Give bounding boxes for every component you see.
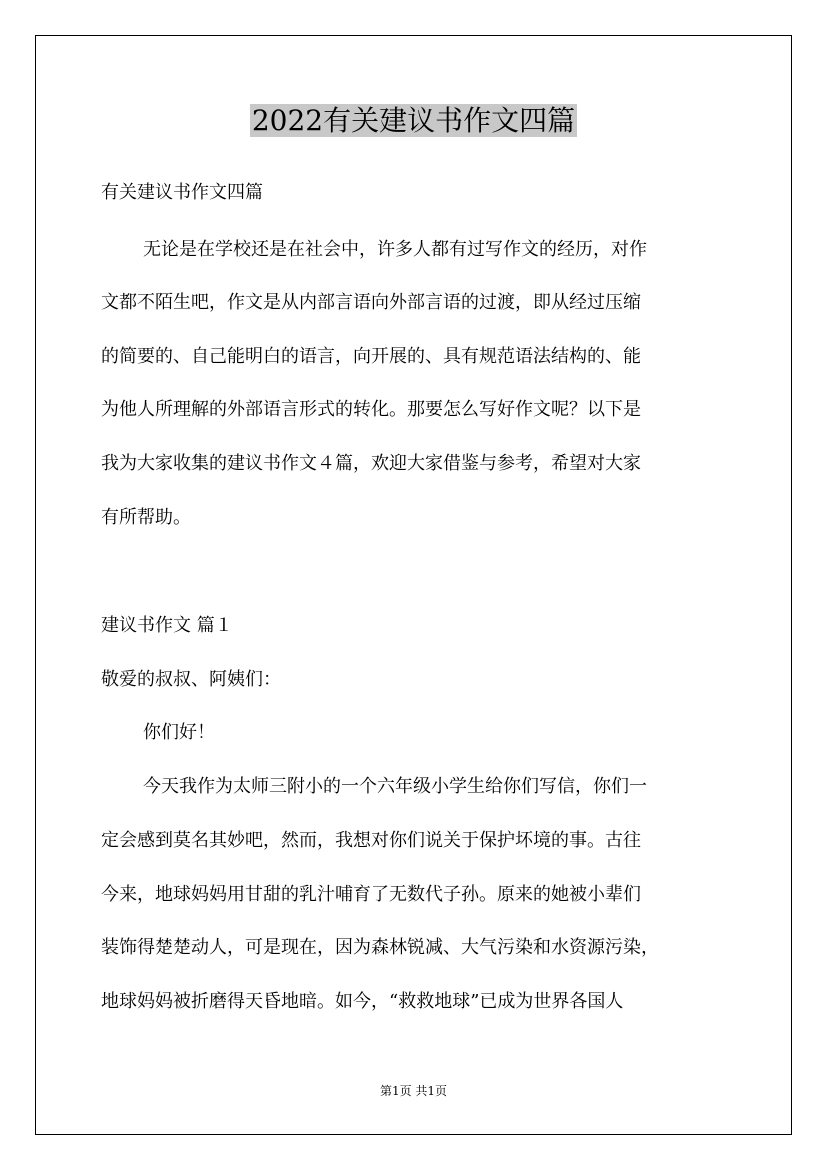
intro-line-5: 我为大家收集的建议书作文４篇，欢迎大家借鉴与参考，希望对大家 [101, 453, 641, 474]
section-heading: 建议书作文 篇１ [101, 615, 233, 636]
body-line-2: 定会感到莫名其妙吧，然而，我想对你们说关于保护坏境的事。古往 [101, 830, 641, 851]
body-line-1: 今天我作为太师三附小的一个六年级小学生给你们写信，你们一 [143, 776, 647, 797]
greeting: 你们好！ [143, 722, 215, 743]
body-line-5: 地球妈妈被折磨得天昏地暗。如今，“救救地球”已成为世界各国人 [101, 991, 624, 1012]
document-title-text: 2022有关建议书作文四篇 [251, 104, 576, 137]
intro-line-1: 无论是在学校还是在社会中，许多人都有过写作文的经历，对作 [143, 239, 647, 260]
body-line-4: 装饰得楚楚动人，可是现在，因为森林锐减、大气污染和水资源污染， [101, 937, 659, 958]
intro-line-3: 的简要的、自己能明白的语言，向开展的、具有规范语法结构的、能 [101, 346, 641, 367]
intro-line-4: 为他人所理解的外部语言形式的转化。那要怎么写好作文呢？以下是 [101, 399, 641, 420]
page-number-footer: 第1页 共1页 [379, 1084, 448, 1098]
document-subtitle: 有关建议书作文四篇 [101, 182, 263, 203]
document-title [0, 101, 827, 141]
salutation: 敬爱的叔叔、阿姨们： [101, 669, 281, 690]
intro-line-6: 有所帮助。 [101, 507, 191, 528]
intro-line-2: 文都不陌生吧，作文是从内部言语向外部言语的过渡，即从经过压缩 [101, 292, 641, 313]
body-line-3: 今来，地球妈妈用甘甜的乳汁哺育了无数代子孙。原来的她被小辈们 [101, 884, 641, 905]
